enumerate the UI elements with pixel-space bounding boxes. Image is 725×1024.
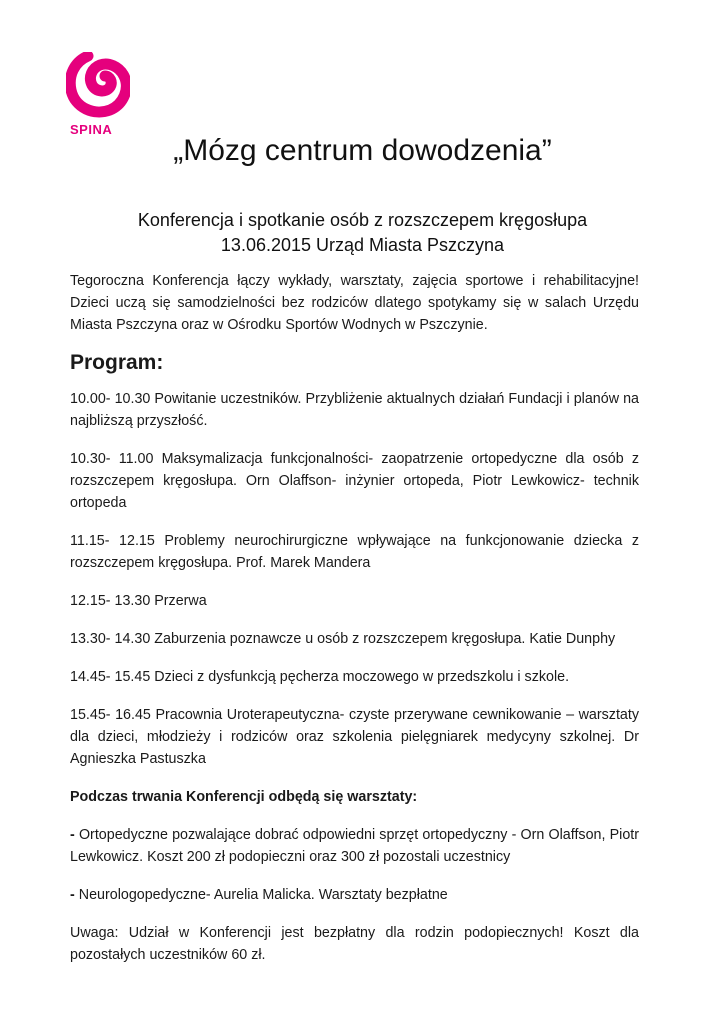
program-item: 10.30- 11.00 Maksymalizacja funkcjonalności- zaopatrzenie ortopedyczne dla osób z rozszczepem kręgosłupa. Orn Olaffson- inżynier ortopeda, Piotr Lewkowicz- technik ortopeda: [70, 451, 639, 511]
page-title: „Mózg centrum dowodzenia”: [173, 134, 552, 167]
workshop-dash: -: [70, 887, 75, 903]
note-paragraph: Uwaga: Udział w Konferencji jest bezpłatny dla rodzin podopiecznych! Koszt dla pozostałych uczestników 60 zł.: [70, 925, 639, 963]
program-item: 11.15- 12.15 Problemy neurochirurgiczne wpływające na funkcjonowanie dziecka z rozszczepem kręgosłupa. Prof. Marek Mandera: [70, 533, 639, 571]
workshop-item: [70, 884, 639, 906]
intro-paragraph: Tegoroczna Konferencja łączy wykłady, warsztaty, zajęcia sportowe i rehabilitacyjne! Dzieci uczą się samodzielności bez rodziców dlatego spotykamy się w salach Urzędu Miasta Pszczyna oraz w Ośrodku Sportów Wodnych w Pszczynie.: [70, 273, 639, 333]
subtitle: [0, 208, 725, 258]
program-item: 10.00- 10.30 Powitanie uczestników. Przybliżenie aktualnych działań Fundacji i planów na najbliższą przyszłość.: [70, 391, 639, 429]
workshop-text: Ortopedyczne pozwalające dobrać odpowiedni sprzęt ortopedyczny - Orn Olaffson, Piotr Lewkowicz. Koszt 200 zł podopieczni oraz 300 zł pozostali uczestnicy: [70, 827, 639, 865]
subtitle-line-1: Konferencja i spotkanie osób z rozszczepem kręgosłupa: [137, 210, 588, 230]
workshop-text: Neurologopedyczne- Aurelia Malicka. Warsztaty bezpłatne: [78, 887, 448, 903]
spina-logo: [66, 52, 130, 137]
workshops-heading: Podczas trwania Konferencji odbędą się warsztaty:: [70, 789, 418, 805]
program-item: 13.30- 14.30 Zaburzenia poznawcze u osób z rozszczepem kręgosłupa. Katie Dunphy: [70, 631, 616, 647]
program-item: 15.45- 16.45 Pracownia Uroterapeutyczna- czyste przerywane cewnikowanie – warsztaty dla dzieci, młodzieży i rodziców oraz szkolenia pielęgniarek medycyny szkolnej. Dr Agnieszka Pastuszka: [70, 707, 639, 767]
subtitle-line-2: 13.06.2015 Urząd Miasta Pszczyna: [220, 235, 505, 255]
workshop-item: [70, 824, 639, 868]
logo-text: SPINA: [70, 122, 113, 137]
program-item: 14.45- 15.45 Dzieci z dysfunkcją pęcherza moczowego w przedszkolu i szkole.: [70, 669, 570, 685]
program-item: 12.15- 13.30 Przerwa: [70, 593, 207, 609]
spiral-logo-icon: [66, 52, 130, 120]
program-heading: Program:: [70, 351, 164, 374]
document-body: [70, 270, 639, 982]
workshop-dash: -: [70, 827, 75, 843]
